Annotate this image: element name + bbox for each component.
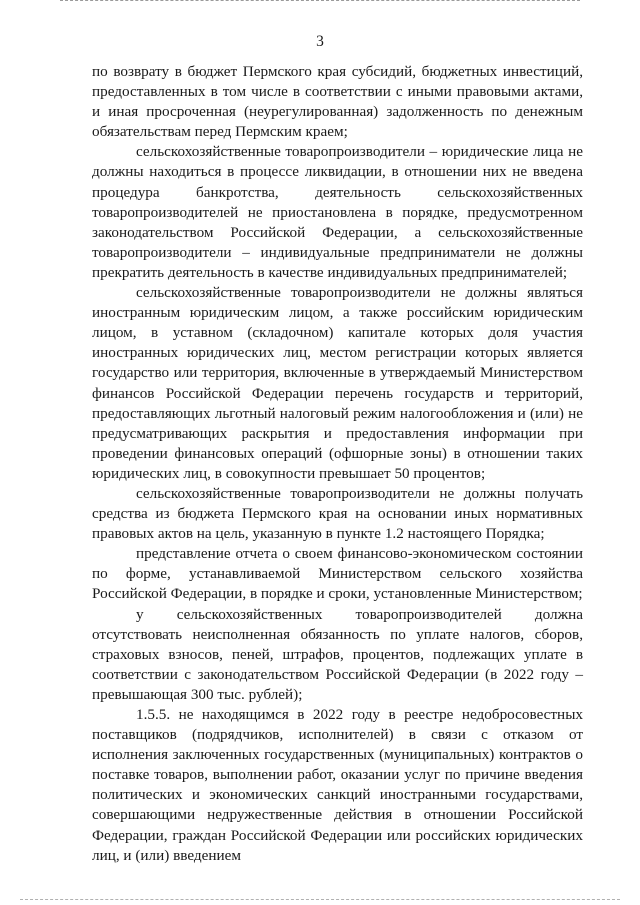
- paragraph-other-budget-funds: сельскохозяйственные товаропроизводители не должны получать средства из бюджета Пермского края на основании иных нормативных правовых актов на цель, указанную в пункте 1.2 настоящего Порядка;: [92, 484, 583, 543]
- page-number: 3: [316, 33, 324, 50]
- paragraph-liquidation: сельскохозяйственные товаропроизводители – юридические лица не должны находиться в процессе ликвидации, в отношении них не введена процедура банкротства, деятельность сельскохозяйственных товаропроизводителей не приостановлена в порядке, предусмотренном законодательством Российской Федерации, а сельскохозяйственные товаропроизводители – индивидуальные предприниматели не должны прекратить деятельность в качестве индивидуальных предпринимателей;: [92, 143, 583, 281]
- document-body: [92, 62, 583, 866]
- paragraph-foreign-entities: сельскохозяйственные товаропроизводители не должны являться иностранным юридическим лицом, а также российским юридическим лицом, в уставном (складочном) капитале которых доля участия иностранных юридических лиц, местом регистрации которых является государство или территория, включенные в утверждаемый Министерством финансов Российской Федерации перечень государств и территорий, предоставляющих льготный налоговый режим налогообложения и (или) не предусматривающих раскрытия и предоставления информации при проведении финансовых операций (офшорные зоны) в отношении таких юридических лиц, в совокупности превышает 50 процентов;: [92, 284, 583, 482]
- paragraph-continuation: по возврату в бюджет Пермского края субсидий, бюджетных инвестиций, предоставленных в том числе в соответствии с иными правовыми актами, и иная просроченная (неурегулированная) задолженность по денежным обязательствам перед Пермским краем;: [92, 63, 583, 141]
- paragraph-1-5-5: 1.5.5. не находящимся в 2022 году в реестре недобросовестных поставщиков (подрядчиков, исполнителей) в связи с отказом от исполнения заключенных государственных (муниципальных) контрактов о поставке товаров, выполнении работ, оказании услуг по причине введения политических и экономических санкций иностранными государствами, совершающими недружественные действия в отношении Российской Федерации, граждан Российской Федерации или российских юридических лиц, и (или) введением: [92, 706, 583, 864]
- scan-edge-top: [60, 0, 580, 4]
- scan-edge-bottom: [20, 899, 620, 903]
- paragraph-tax-arrears: у сельскохозяйственных товаропроизводителей должна отсутствовать неисполненная обязанность по уплате налогов, сборов, страховых взносов, пеней, штрафов, процентов, подлежащих уплате в соответствии с законодательством Российской Федерации (в 2022 году – превышающая 300 тыс. рублей);: [92, 605, 583, 703]
- paragraph-financial-report: представление отчета о своем финансово-экономическом состоянии по форме, устанавливаемой Министерством сельского хозяйства Российской Федерации, в порядке и сроки, установленные Министерством;: [92, 545, 583, 603]
